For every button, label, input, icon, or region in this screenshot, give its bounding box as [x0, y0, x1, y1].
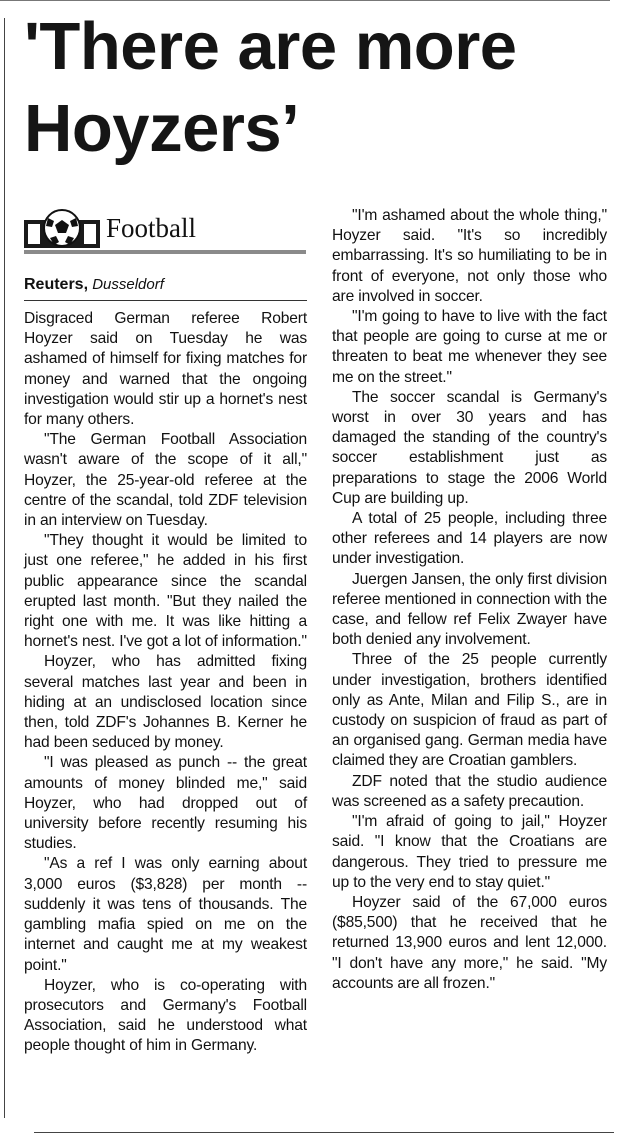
paragraph: Hoyzer, who is co-operating with prosecutors and Germany's Football Association, said he understood what people thought of him in Germany.: [24, 976, 307, 1055]
column-edge-rule: [4, 18, 5, 1118]
headline-line-2: Hoyzers’: [24, 91, 300, 166]
paragraph: Hoyzer said of the 67,000 euros ($85,500) that he received that he returned 13,900 euros and lent 12,000. "I don't have any more," he said. "My accounts are all frozen.": [332, 893, 607, 992]
paragraph: "I was pleased as punch -- the great amounts of money blinded me," said Hoyzer, who had dropped out of university before recently resuming his studies.: [24, 754, 307, 853]
paragraph: "The German Football Association wasn't aware of the scope of it all," Hoyzer, the 25-year-old referee at the centre of the scandal, told ZDF television in an interview on Tuesday.: [24, 431, 307, 530]
headline-line-1: 'There are more: [24, 9, 517, 84]
headline: [24, 6, 624, 170]
paragraph: ZDF noted that the studio audience was screened as a safety precaution.: [332, 772, 607, 810]
paragraph: "As a ref I was only earning about 3,000 euros ($3,828) per month -- suddenly it was tens of thousands. The gambling mafia spied on me on the internet and caught me at my weakest point.": [24, 855, 307, 974]
paragraph: Juergen Jansen, the only first division referee mentioned in connection with the case, and fellow ref Felix Zwayer have both denied any involvement.: [332, 570, 607, 649]
right-column: [332, 206, 607, 994]
paragraph: A total of 25 people, including three other referees and 14 players are now under investigation.: [332, 510, 607, 568]
paragraph: "I'm going to have to live with the fact that people are going to curse at me or threaten to beat me whenever they see me on the street.": [332, 308, 607, 386]
paragraph: "I'm afraid of going to jail," Hoyzer said. "I know that the Croatians are dangerous. They tried to pressure me up to the very end to stay quiet.": [332, 813, 607, 891]
byline-rule: [24, 300, 307, 301]
byline-agency: Reuters,: [24, 276, 89, 293]
byline-city: Dusseldorf: [92, 276, 164, 293]
paragraph: Hoyzer, who has admitted fixing several matches last year and been in hiding at an undisclosed location since then, told ZDF's Johannes B. Kerner he had been seduced by money.: [24, 653, 307, 752]
paragraph: Disgraced German referee Robert Hoyzer said on Tuesday he was ashamed of himself for fixing matches for money and warned that the ongoing investigation would stir up a hornet's nest for many others.: [24, 310, 307, 429]
bottom-rule: [34, 1132, 614, 1133]
section-rule: [24, 250, 306, 254]
paragraph: Three of the 25 people currently under investigation, brothers identified only as Ante, Milan and Filip S., are in custody on suspicion of fraud as part of an organised gang. German media have claimed they are Croatian gamblers.: [332, 651, 607, 770]
paragraph: "They thought it would be limited to just one referee," he added in his first public appearance since the scandal erupted last month. "But they nailed the right one with me. It was like hitting a hornet's nest. I've got a lot of information.": [24, 532, 307, 651]
soccer-ball-icon: [24, 208, 100, 248]
section-kicker: [24, 206, 307, 250]
byline: [24, 276, 307, 294]
paragraph: The soccer scandal is Germany's worst in over 30 years and has damaged the standing of the country's soccer establishment just as preparations to stage the 2006 World Cup are building up.: [332, 388, 607, 507]
left-column: [24, 200, 307, 1057]
paragraph: "I'm ashamed about the whole thing," Hoyzer said. "It's so incredibly embarrassing. It's so humiliating to be in front of everyone, not only those who are involved in soccer.: [332, 207, 607, 305]
top-rule: [0, 0, 610, 1]
section-label: Football: [106, 212, 197, 243]
